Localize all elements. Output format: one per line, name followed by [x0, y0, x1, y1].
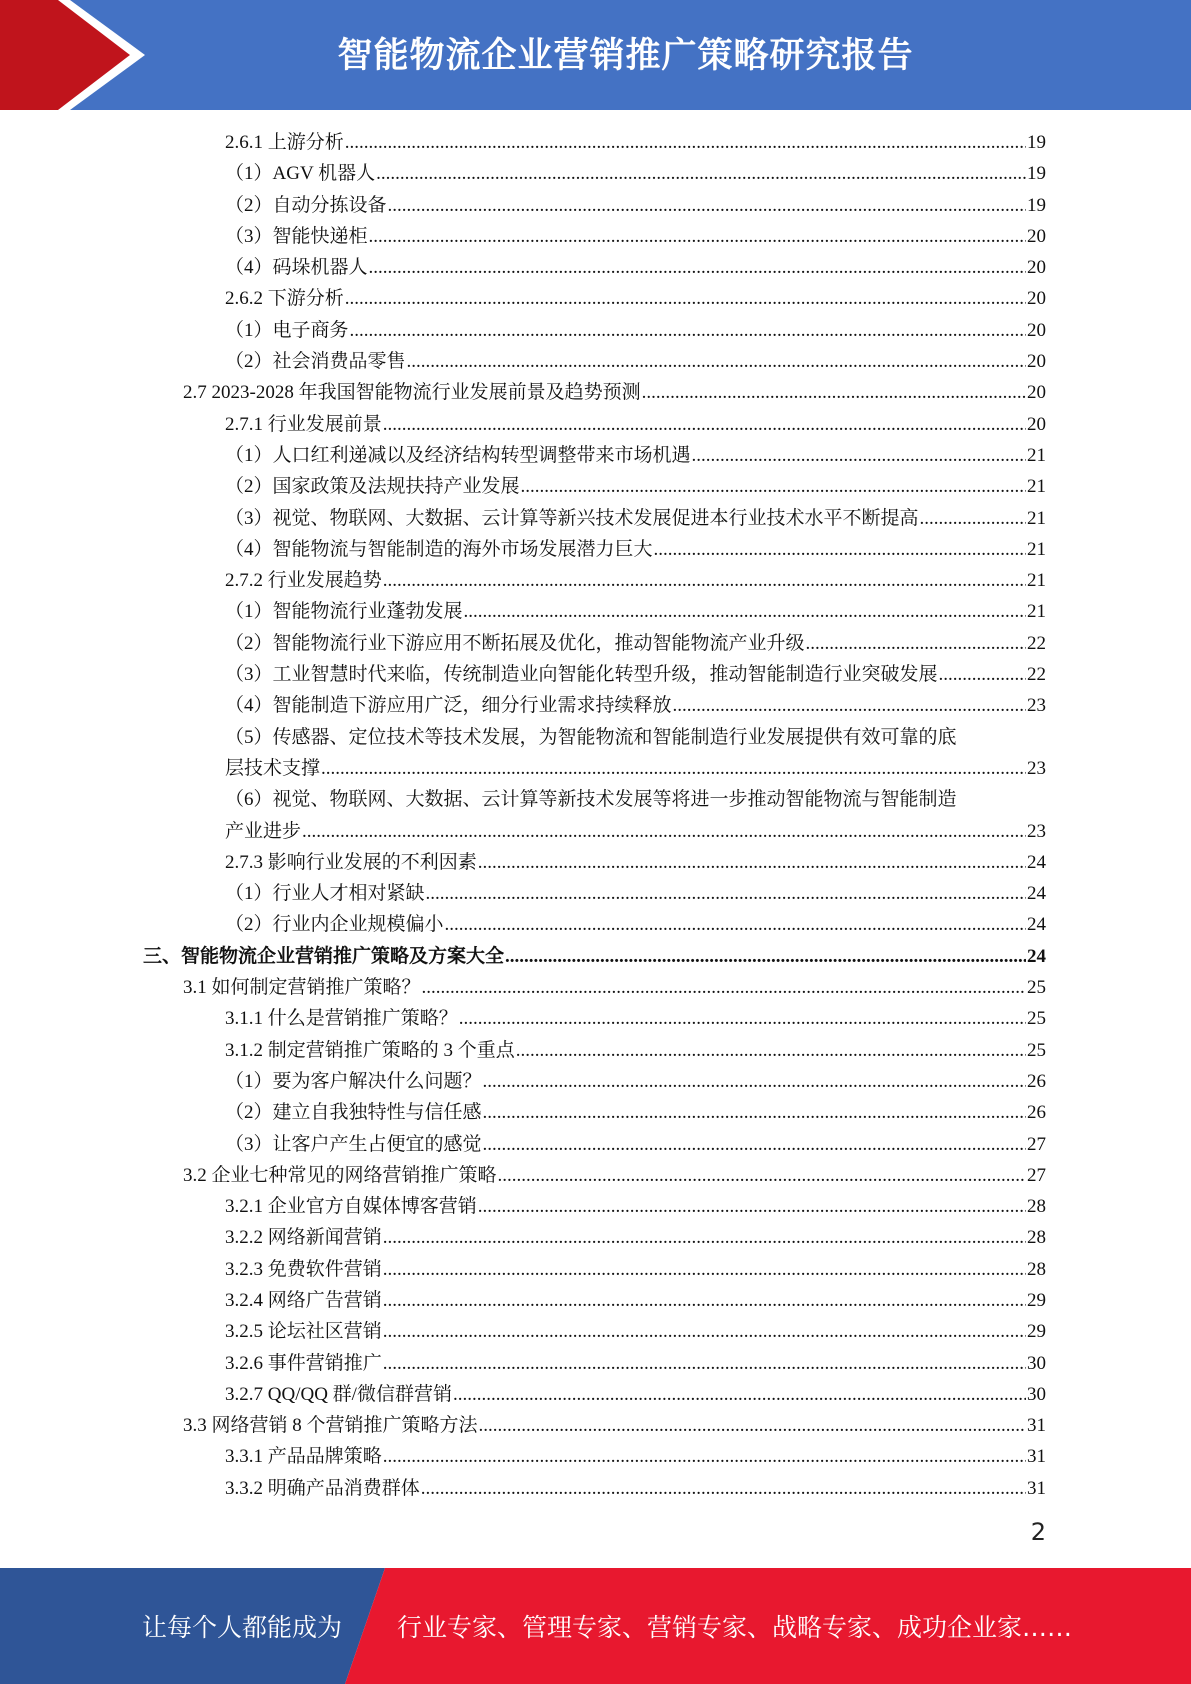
toc-page-number: 27 [1027, 1133, 1046, 1155]
toc-leader-dots [345, 127, 1026, 158]
toc-entry[interactable] [0, 909, 1191, 940]
footer-slogan-left: 让每个人都能成为 [142, 1613, 343, 1642]
page-number: 2 [1030, 1518, 1046, 1546]
toc-leader-dots [479, 1410, 1026, 1441]
toc-entry[interactable] [0, 878, 1191, 909]
toc-page-number: 30 [1027, 1383, 1046, 1405]
toc-entry-label: 3.2.3 免费软件营销 [225, 1258, 382, 1280]
toc-page-number: 21 [1027, 570, 1046, 592]
toc-entry-label: （2）自动分拣设备 [225, 194, 387, 216]
toc-entry-label: （1）智能物流行业蓬勃发展 [225, 601, 463, 623]
toc-entry[interactable] [0, 252, 1191, 283]
toc-entry[interactable] [0, 690, 1191, 721]
toc-leader-dots [478, 1191, 1026, 1222]
toc-page-number: 28 [1027, 1258, 1046, 1280]
toc-page-number: 31 [1027, 1477, 1046, 1499]
toc-entry-label: （3）让客户产生占便宜的感觉 [225, 1133, 482, 1155]
toc-page-number: 31 [1027, 1415, 1046, 1437]
toc-entry[interactable] [0, 1473, 1191, 1504]
toc-entry-label: 3.3.2 明确产品消费群体 [225, 1477, 420, 1499]
toc-page-number: 21 [1027, 601, 1046, 623]
toc-leader-dots [516, 1035, 1026, 1066]
toc-entry[interactable] [0, 1222, 1191, 1253]
toc-page-number: 19 [1027, 163, 1046, 185]
toc-page-number: 20 [1027, 382, 1046, 404]
toc-entry-continuation[interactable] [0, 816, 1191, 847]
toc-entry-label: 3.2 企业七种常见的网络营销推广策略 [183, 1164, 497, 1186]
toc-entry[interactable] [0, 659, 1191, 690]
toc-entry[interactable] [0, 440, 1191, 471]
toc-entry[interactable] [0, 1348, 1191, 1379]
toc-page-number: 20 [1027, 225, 1046, 247]
toc-leader-dots [422, 972, 1026, 1003]
toc-page-number: 20 [1027, 319, 1046, 341]
toc-entry-label: （1）电子商务 [225, 319, 349, 341]
toc-page-number: 25 [1027, 1039, 1046, 1061]
toc-leader-dots [345, 283, 1026, 314]
toc-entry[interactable] [0, 1097, 1191, 1128]
toc-page-number: 22 [1027, 632, 1046, 654]
toc-page-number: 20 [1027, 288, 1046, 310]
toc-leader-dots [939, 659, 1026, 690]
toc-entry[interactable] [0, 972, 1191, 1003]
toc-entry-label: 3.1.2 制定营销推广策略的 3 个重点 [225, 1039, 515, 1061]
toc-leader-dots [478, 847, 1026, 878]
page-footer [0, 1568, 1191, 1684]
toc-leader-dots [383, 1254, 1026, 1285]
toc-page-number: 27 [1027, 1164, 1046, 1186]
toc-leader-dots [383, 1348, 1026, 1379]
toc-page-number: 25 [1027, 1008, 1046, 1030]
toc-leader-dots [654, 534, 1026, 565]
toc-entry[interactable] [0, 1379, 1191, 1410]
toc-entry[interactable] [0, 127, 1191, 158]
toc-entry-label: （4）码垛机器人 [225, 257, 368, 279]
toc-page-number: 19 [1027, 132, 1046, 153]
toc-entry-label: 3.3.1 产品品牌策略 [225, 1446, 382, 1468]
toc-entry[interactable] [0, 471, 1191, 502]
toc-entry[interactable] [0, 565, 1191, 596]
toc-entry-label: 3.2.2 网络新闻营销 [225, 1227, 382, 1249]
toc-entry[interactable] [0, 628, 1191, 659]
toc-leader-dots [483, 1129, 1026, 1160]
header-title: 智能物流企业营销推广策略研究报告 [337, 36, 914, 76]
toc-entry-label: 2.7.3 影响行业发展的不利因素 [225, 851, 477, 873]
toc-entry-label: （3）智能快递柜 [225, 225, 368, 247]
toc-entry[interactable] [0, 1410, 1191, 1441]
toc-entry[interactable] [0, 534, 1191, 565]
toc-page-number: 20 [1027, 351, 1046, 373]
toc-entry[interactable] [0, 1191, 1191, 1222]
toc-entry[interactable] [0, 190, 1191, 221]
toc-page-number: 21 [1027, 444, 1046, 466]
toc-page-number: 24 [1027, 914, 1046, 936]
toc-entry[interactable] [0, 596, 1191, 627]
toc-leader-dots [421, 1473, 1026, 1504]
toc-entry-label: （3）视觉、物联网、大数据、云计算等新兴技术发展促进本行业技术水平不断提高 [225, 507, 919, 529]
toc-entry[interactable] [0, 315, 1191, 346]
toc-leader-dots [692, 440, 1026, 471]
toc-leader-dots [464, 596, 1026, 627]
toc-entry-continuation[interactable] [0, 753, 1191, 784]
toc-leader-dots [642, 377, 1026, 408]
toc-page-number: 29 [1027, 1321, 1046, 1343]
toc-leader-dots [483, 1097, 1026, 1128]
toc-entry-label: 2.7.2 行业发展趋势 [225, 570, 382, 592]
toc-entry[interactable] [0, 409, 1191, 440]
toc-entry-label: 3.2.5 论坛社区营销 [225, 1321, 382, 1343]
toc-entry-label: 3.2.7 QQ/QQ 群/微信群营销 [225, 1383, 452, 1405]
toc-page-number: 23 [1027, 757, 1046, 779]
toc-page-number: 30 [1027, 1352, 1046, 1374]
toc-page-number: 24 [1027, 851, 1046, 873]
toc-entry-label: （2）建立自我独特性与信任感 [225, 1102, 482, 1124]
toc-leader-dots [483, 1066, 1026, 1097]
toc-page-number: 26 [1027, 1070, 1046, 1092]
toc-page-number: 24 [1027, 945, 1046, 967]
toc-leader-dots [426, 878, 1026, 909]
toc-leader-dots [806, 628, 1026, 659]
toc-page-number: 21 [1027, 476, 1046, 498]
toc-entry-label: （1）AGV 机器人 [225, 163, 376, 185]
toc-entry-label: 3.1 如何制定营销推广策略？ [183, 977, 421, 999]
toc-entry[interactable] [0, 784, 1191, 815]
toc-entry-label: 2.7.1 行业发展前景 [225, 413, 382, 435]
toc-entry-label: （2）行业内企业规模偏小 [225, 914, 444, 936]
toc-entry[interactable] [0, 346, 1191, 377]
toc-entry[interactable] [0, 941, 1191, 972]
toc-page-number: 21 [1027, 538, 1046, 560]
toc-page-number: 20 [1027, 257, 1046, 279]
toc-entry[interactable] [0, 158, 1191, 189]
footer-slogan-right: 行业专家、管理专家、营销专家、战略专家、成功企业家…… [397, 1613, 1073, 1642]
toc-leader-dots [498, 1160, 1026, 1191]
toc-page-number: 21 [1027, 507, 1046, 529]
toc-leader-dots [383, 1222, 1026, 1253]
toc-entry-label: （4）智能物流与智能制造的海外市场发展潜力巨大 [225, 538, 653, 560]
toc-leader-dots [505, 941, 1026, 972]
toc-entry[interactable] [0, 1066, 1191, 1097]
toc-entry-label: 3.3 网络营销 8 个营销推广策略方法 [183, 1415, 478, 1437]
toc-entry-label: 2.6.1 上游分析 [225, 132, 344, 153]
toc-entry[interactable] [0, 503, 1191, 534]
toc-leader-dots [383, 1285, 1026, 1316]
toc-leader-dots [445, 909, 1026, 940]
toc-leader-dots [369, 252, 1026, 283]
toc-entry[interactable] [0, 221, 1191, 252]
toc-leader-dots [369, 221, 1026, 252]
toc-entry[interactable] [0, 1441, 1191, 1472]
toc-entry-label: 3.2.6 事件营销推广 [225, 1352, 382, 1374]
toc-page-number: 24 [1027, 883, 1046, 905]
toc-entry[interactable] [0, 1035, 1191, 1066]
toc-entry[interactable] [0, 1316, 1191, 1347]
toc-entry[interactable] [0, 722, 1191, 753]
toc-leader-dots [376, 158, 1026, 189]
toc-page-number: 23 [1027, 695, 1046, 717]
toc-entry-label: （2）智能物流行业下游应用不断拓展及优化，推动智能物流产业升级 [225, 632, 805, 654]
toc-entry[interactable] [0, 1254, 1191, 1285]
toc-entry[interactable] [0, 1003, 1191, 1034]
toc-page-number: 29 [1027, 1289, 1046, 1311]
toc-leader-dots [453, 1379, 1026, 1410]
table-of-contents [0, 127, 1191, 1504]
toc-entry-label-wrap: 产业进步 [225, 820, 302, 842]
toc-page-number: 31 [1027, 1446, 1046, 1468]
toc-page-number: 25 [1027, 977, 1046, 999]
toc-leader-dots [350, 315, 1026, 346]
toc-leader-dots [920, 503, 1026, 534]
toc-entry[interactable] [0, 377, 1191, 408]
toc-entry-label: （3）工业智慧时代来临，传统制造业向智能化转型升级，推动智能制造行业突破发展 [225, 664, 938, 686]
toc-leader-dots [407, 346, 1026, 377]
toc-entry-label: （5）传感器、定位技术等技术发展，为智能物流和智能制造行业发展提供有效可靠的底 [225, 726, 957, 748]
toc-entry-label: 3.2.4 网络广告营销 [225, 1289, 382, 1311]
toc-entry-label: （2）国家政策及法规扶持产业发展 [225, 476, 520, 498]
toc-page-number: 23 [1027, 820, 1046, 842]
toc-page-number: 20 [1027, 413, 1046, 435]
toc-leader-dots [321, 753, 1026, 784]
toc-leader-dots [383, 1441, 1026, 1472]
toc-entry-label: （1）人口红利递减以及经济结构转型调整带来市场机遇 [225, 444, 691, 466]
toc-entry-label: （2）社会消费品零售 [225, 351, 406, 373]
toc-entry[interactable] [0, 1285, 1191, 1316]
toc-leader-dots [383, 1316, 1026, 1347]
toc-entry-label: （6）视觉、物联网、大数据、云计算等新技术发展等将进一步推动智能物流与智能制造 [225, 789, 957, 811]
toc-entry-label: （1）要为客户解决什么问题？ [225, 1070, 482, 1092]
toc-leader-dots [673, 690, 1026, 721]
toc-leader-dots [388, 190, 1026, 221]
toc-entry[interactable] [0, 1129, 1191, 1160]
toc-entry-label: 3.2.1 企业官方自媒体博客营销 [225, 1196, 477, 1218]
toc-page-number: 22 [1027, 664, 1046, 686]
toc-leader-dots [459, 1003, 1026, 1034]
toc-page-number: 28 [1027, 1196, 1046, 1218]
toc-entry-label: 3.1.1 什么是营销推广策略？ [225, 1008, 458, 1030]
toc-leader-dots [302, 816, 1026, 847]
toc-entry-label: 2.7 2023-2028 年我国智能物流行业发展前景及趋势预测 [183, 382, 641, 404]
toc-leader-dots [383, 409, 1026, 440]
toc-page-number: 26 [1027, 1102, 1046, 1124]
toc-entry-label: 三、智能物流企业营销推广策略及方案大全 [143, 945, 505, 967]
toc-entry-label: 2.6.2 下游分析 [225, 288, 344, 310]
toc-page-number: 28 [1027, 1227, 1046, 1249]
page-header [0, 0, 1191, 110]
toc-entry-label-wrap: 层技术支撑 [225, 757, 321, 779]
toc-entry[interactable] [0, 847, 1191, 878]
toc-entry[interactable] [0, 1160, 1191, 1191]
toc-entry[interactable] [0, 283, 1191, 314]
toc-leader-dots [383, 565, 1026, 596]
toc-page-number: 19 [1027, 194, 1046, 216]
toc-leader-dots [521, 471, 1026, 502]
toc-entry-label: （4）智能制造下游应用广泛，细分行业需求持续释放 [225, 695, 672, 717]
toc-entry-label: （1）行业人才相对紧缺 [225, 883, 425, 905]
